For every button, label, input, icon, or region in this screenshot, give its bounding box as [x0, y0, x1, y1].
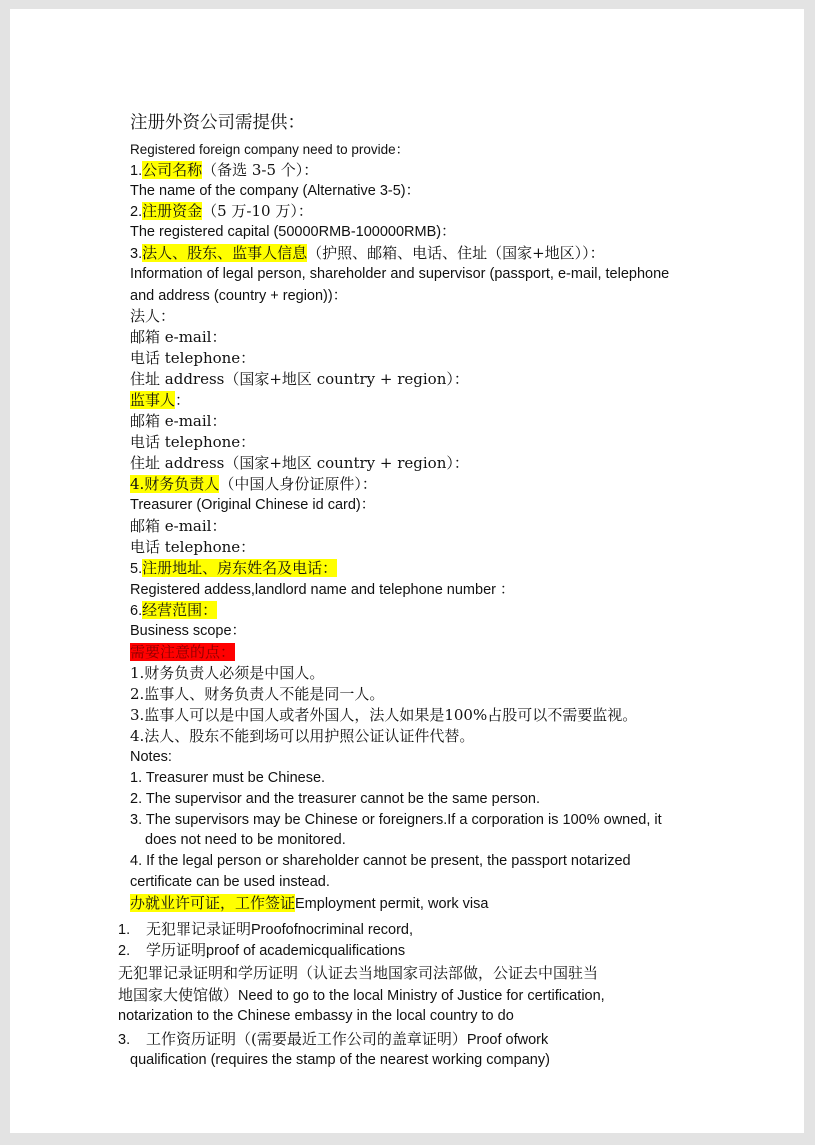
notes-en-heading: Notes: [130, 749, 172, 765]
note-en-4: 4. If the legal person or shareholder cannot be present, the passport notarized [130, 853, 631, 869]
list-cn: 学历证明 [146, 941, 207, 959]
supervisor-email: 邮箱 e-mail： [130, 412, 227, 430]
item-6-en: Business scope： [130, 623, 247, 639]
note-en-4-cont: certificate can be used instead. [130, 874, 330, 890]
title-en: Registered foreign company need to provide： [130, 142, 410, 157]
item-5-cn [130, 558, 337, 579]
item-detail: （护照、邮箱、电话、住址（国家+地区））： [307, 244, 605, 262]
employment-para-line3: notarization to the Chinese embassy in the local country to do [118, 1008, 514, 1024]
supervisor-heading [130, 390, 190, 411]
supervisor-address: 住址 address（国家+地区 country + region）： [130, 454, 469, 472]
employment-list-item-2 [118, 940, 405, 961]
note-cn-2: 2.监事人、财务负责人不能是同一人。 [130, 685, 385, 703]
red-highlighted-heading: 需要注意的点： [130, 643, 236, 661]
item-detail: （备选 3-5 个）： [202, 161, 319, 179]
item-number: 3. [130, 246, 143, 262]
item-3-cn [130, 243, 605, 264]
notes-cn-heading [130, 642, 235, 663]
note-cn-4: 4.法人、股东不能到场可以用护照公证认证件代替。 [130, 727, 475, 745]
note-en-2: 2. The supervisor and the treasurer cannot be the same person. [130, 791, 541, 807]
treasurer-heading [130, 474, 377, 495]
item-2-cn [130, 201, 313, 222]
highlighted-label: 经营范围： [142, 601, 218, 619]
note-cn-1: 1.财务负责人必须是中国人。 [130, 664, 325, 682]
supervisor-telephone: 电话 telephone： [130, 433, 256, 451]
treasurer-en: Treasurer (Original Chinese id card)： [130, 497, 376, 513]
item-detail: （中国人身份证原件）： [219, 475, 377, 493]
heading-suffix: ： [175, 391, 191, 409]
note-en-3: 3. The supervisors may be Chinese or foreigners.If a corporation is 100% owned, it [130, 812, 662, 828]
legal-person-heading: 法人： [130, 307, 176, 325]
item-6-cn [130, 600, 217, 621]
treasurer-telephone: 电话 telephone： [130, 538, 256, 556]
note-cn-3: 3.监事人可以是中国人或者外国人，法人如果是100%占股可以不需要监视。 [130, 706, 638, 724]
employment-para-line1: 无犯罪记录证明和学历证明（认证去当地国家司法部做，公证去中国驻当 [118, 964, 599, 982]
note-en-1: 1. Treasurer must be Chinese. [130, 770, 326, 786]
para-en: Need to go to the local Ministry of Justice for certification, [238, 988, 605, 1004]
highlighted-label: 法人、股东、监事人信息 [142, 244, 308, 262]
list-en: proof of academicqualifications [206, 943, 406, 959]
list-cn: 工作资历证明（(需要最近工作公司的盖章证明） [146, 1030, 467, 1048]
list-number: 1. [118, 922, 131, 938]
highlighted-label: 4.财务负责人 [130, 475, 220, 493]
legal-person-telephone: 电话 telephone： [130, 349, 256, 367]
list-number: 2. [118, 943, 131, 959]
highlighted-label: 注册资金 [142, 202, 203, 220]
list-cn: 无犯罪记录证明 [146, 920, 252, 938]
employment-heading-en: Employment permit, work visa [295, 896, 489, 912]
employment-list-item-3 [118, 1029, 548, 1050]
item-number: 2. [130, 204, 143, 220]
note-en-3-cont: does not need to be monitored. [145, 832, 346, 848]
highlighted-label: 注册地址、房东姓名及电话： [142, 559, 338, 577]
item-5-en: Registered addess,landlord name and telephone number ： [130, 582, 515, 598]
employment-heading [130, 893, 488, 914]
employment-list-item-3-cont: qualification (requires the stamp of the nearest working company) [130, 1052, 550, 1068]
list-en: Proof ofwork [466, 1032, 549, 1048]
list-en: Proofofnocriminal record, [251, 922, 414, 938]
item-number: 6. [130, 603, 143, 619]
employment-para-line2 [118, 985, 605, 1006]
legal-person-address: 住址 address（国家+地区 country + region）： [130, 370, 469, 388]
highlighted-label: 办就业许可证，工作签证 [130, 894, 296, 912]
item-number: 1. [130, 163, 143, 179]
employment-list-item-1 [118, 919, 413, 940]
treasurer-email: 邮箱 e-mail： [130, 517, 227, 535]
item-3-en-line1: Information of legal person, shareholder and supervisor (passport, e-mail, telephone [130, 266, 670, 282]
item-3-en-line2: and address (country + region))： [130, 288, 348, 304]
legal-person-email: 邮箱 e-mail： [130, 328, 227, 346]
title-cn: 注册外资公司需提供： [130, 113, 305, 133]
para-cn: 地国家大使馆做） [118, 986, 239, 1004]
item-1-cn [130, 160, 318, 181]
item-1-en: The name of the company (Alternative 3-5)： [130, 183, 421, 199]
highlighted-label: 公司名称 [142, 161, 203, 179]
item-number: 5. [130, 561, 143, 577]
item-detail: （5 万-10 万）： [202, 202, 313, 220]
highlighted-label: 监事人 [130, 391, 176, 409]
item-2-en: The registered capital (50000RMB-100000RMB)： [130, 224, 456, 240]
list-number: 3. [118, 1032, 131, 1048]
